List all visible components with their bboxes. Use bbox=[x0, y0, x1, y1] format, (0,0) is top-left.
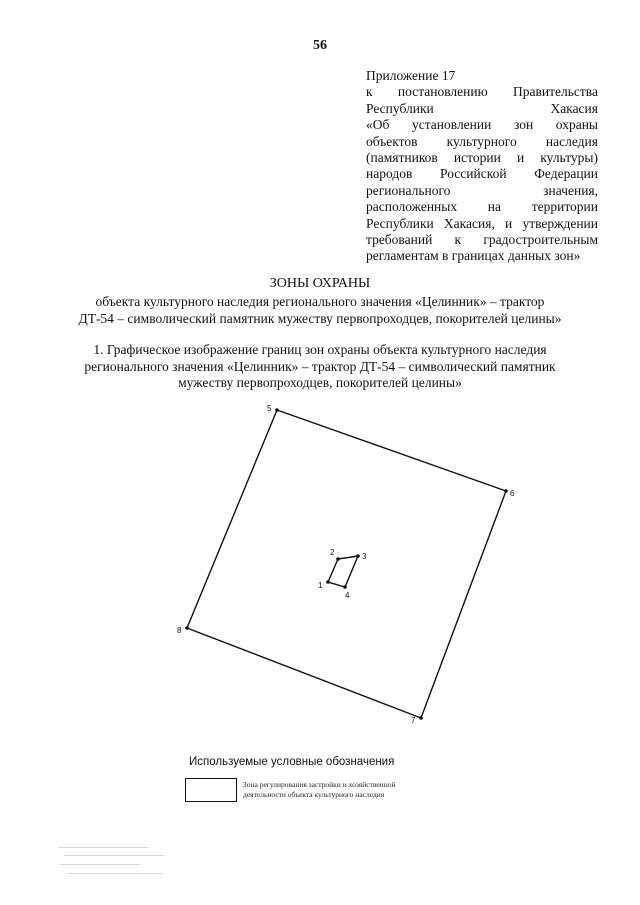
boundary-point-5 bbox=[275, 408, 279, 412]
appendix-line: народов Российской Федерации bbox=[366, 166, 598, 182]
legend-label-line: Зона регулирования застройки и хозяйственной bbox=[243, 780, 396, 789]
point-label-2: 2 bbox=[330, 548, 335, 557]
appendix-line: объектов культурного наследия bbox=[366, 133, 598, 149]
boundary-point-6 bbox=[504, 489, 508, 493]
boundary-point-3 bbox=[356, 554, 360, 558]
point-label-7: 7 bbox=[411, 716, 416, 725]
section-line: регионального значения «Целинник» – трактор ДТ-54 – символический памятник bbox=[84, 358, 556, 374]
scan-artifact bbox=[58, 845, 168, 885]
boundary-point-7 bbox=[419, 716, 423, 720]
outer-zone-boundary bbox=[187, 410, 506, 718]
point-label-6: 6 bbox=[510, 489, 515, 498]
subtitle-line: ДТ-54 – символический памятник мужеству первопроходцев, покорителей целины» bbox=[78, 310, 562, 326]
appendix-line: регионального значения, bbox=[366, 182, 598, 198]
appendix-line: Республики Хакасия, и утверждении bbox=[366, 215, 598, 231]
point-label-3: 3 bbox=[362, 552, 367, 561]
appendix-line: «Об установлении зон охраны bbox=[366, 117, 598, 133]
boundary-point-8 bbox=[185, 626, 189, 630]
inner-object-boundary bbox=[328, 556, 358, 587]
section-heading bbox=[70, 342, 570, 392]
legend-zone-swatch bbox=[185, 778, 237, 802]
point-label-5: 5 bbox=[267, 404, 272, 413]
legend-title: Используемые условные обозначения bbox=[189, 756, 395, 768]
appendix-header bbox=[366, 68, 598, 265]
point-label-4: 4 bbox=[345, 591, 350, 600]
boundary-point-1 bbox=[326, 580, 330, 584]
legend-label-line: деятельности объекта культурного наследия bbox=[243, 790, 385, 799]
point-label-1: 1 bbox=[318, 581, 323, 590]
zone-boundary-diagram bbox=[160, 395, 530, 735]
page-number: 56 bbox=[313, 38, 327, 53]
section-line: 1. Графическое изображение границ зон охраны объекта культурного наследия bbox=[93, 342, 547, 357]
appendix-line: требований к градостроительным bbox=[366, 232, 598, 248]
subtitle-line: объекта культурного наследия регионального значения «Целинник» – трактор bbox=[95, 294, 545, 309]
appendix-line: регламентам в границах данных зон» bbox=[366, 248, 581, 264]
zone-subtitle bbox=[60, 294, 580, 327]
appendix-line: к постановлению Правительства bbox=[366, 84, 598, 100]
boundary-point-4 bbox=[343, 585, 347, 589]
appendix-line: расположенных на территории bbox=[366, 199, 598, 215]
appendix-line: Республики Хакасия bbox=[366, 100, 598, 116]
point-label-8: 8 bbox=[177, 626, 182, 635]
appendix-line: (памятников истории и культуры) bbox=[366, 150, 598, 166]
appendix-line: Приложение 17 bbox=[366, 68, 456, 83]
boundary-point-2 bbox=[336, 557, 340, 561]
zone-title: ЗОНЫ ОХРАНЫ bbox=[269, 276, 371, 291]
legend-zone-label bbox=[243, 780, 458, 800]
section-line: мужеству первопроходцев, покорителей целины» bbox=[178, 375, 462, 390]
